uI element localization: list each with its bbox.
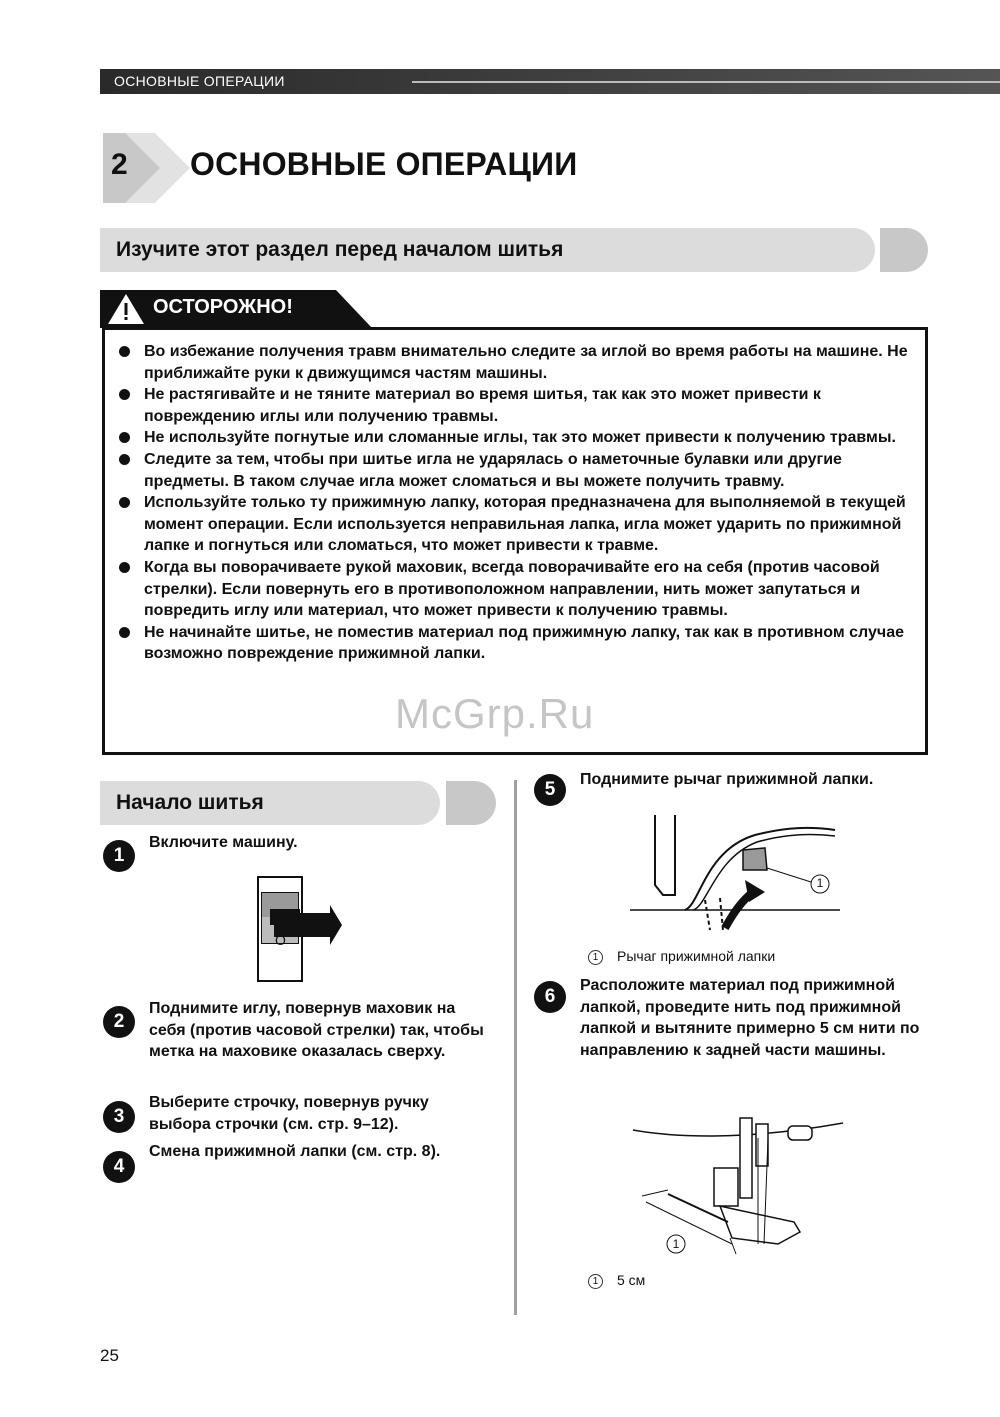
running-header — [100, 69, 1000, 94]
chapter-number: 2 — [111, 148, 128, 181]
thread-caption-text: 5 см — [617, 1272, 646, 1288]
caution-title: ОСТОРОЖНО! — [153, 296, 293, 318]
warning-triangle-icon — [108, 294, 144, 328]
lever-caption-text: Рычаг прижимной лапки — [617, 948, 776, 964]
column-divider — [514, 780, 517, 1315]
chapter-title: ОСНОВНЫЕ ОПЕРАЦИИ — [190, 146, 578, 182]
section-heading-bar — [100, 228, 875, 272]
step-text: Смена прижимной лапки (см. стр. 8). — [149, 1143, 441, 1160]
step-number-badge: 6 — [534, 981, 566, 1013]
power-switch-illustration — [240, 875, 350, 985]
lever-caption — [588, 948, 775, 965]
caution-item: Не начинайте шитье, не поместив материал под прижимную лапку, так как в противном случае возможно повреждение прижимной лапки. — [118, 622, 918, 665]
caution-item: Следите за тем, чтобы при шитье игла не ударялась о наметочные булавки или другие предметы. В таком случае игла может сломаться и вы можете получить травму. — [118, 449, 918, 492]
thread-caption — [588, 1272, 645, 1289]
step-number-badge: 1 — [103, 840, 135, 872]
switch-off-mark: O — [275, 932, 286, 948]
step-text: Расположите материал под прижимной лапкой, проведите нить под прижимной лапкой и вытяните примерно 5 см нити по направлению к задней части машины. — [580, 977, 920, 1059]
thread-under-foot-illustration — [628, 1098, 848, 1268]
step-text: Поднимите рычаг прижимной лапки. — [580, 771, 874, 788]
start-section-bar-end-cap — [446, 781, 496, 825]
presser-lever-illustration — [625, 810, 845, 940]
caution-list — [118, 341, 918, 665]
running-header-label: ОСНОВНЫЕ ОПЕРАЦИИ — [114, 73, 285, 89]
caution-item: Когда вы поворачиваете рукой маховик, всегда поворачивайте его на себя (против часовой стрелки). Если повернуть его в противоположном направлении, нить может запутаться и повредить иглу или материал, что может привести к получению травмы. — [118, 557, 918, 622]
page-number: 25 — [100, 1346, 119, 1365]
start-section-heading: Начало шитья — [116, 791, 264, 814]
step-text: Включите машину. — [149, 834, 298, 851]
watermark: McGrp.Ru — [395, 690, 595, 737]
section-bar-end-cap — [880, 228, 928, 272]
caption-callout-number: 1 — [588, 950, 603, 965]
section-heading: Изучите этот раздел перед началом шитья — [116, 238, 564, 261]
step-number-badge: 5 — [534, 774, 566, 806]
thread-callout-number: 1 — [672, 1237, 680, 1251]
running-header-rule — [412, 81, 1000, 83]
start-section-bar — [100, 781, 440, 825]
caption-callout-number: 1 — [588, 1274, 603, 1289]
step-text: Поднимите иглу, повернув маховик на себя (против часовой стрелки) так, чтобы метка на маховике оказалась сверху. — [149, 1000, 484, 1061]
lever-callout-number: 1 — [816, 876, 824, 890]
caution-item: Не растягивайте и не тяните материал во время шитья, так как это может привести к повреждению иглы или получению травмы. — [118, 384, 918, 427]
switch-on-mark: I — [269, 907, 273, 923]
caution-item: Используйте только ту прижимную лапку, которая предназначена для выполняемой в текущей момент операции. Если используется неправильная лапка, игла может ударить по прижимной лапке и погнуться или сломаться, что может привести к травме. — [118, 492, 918, 557]
caution-item: Во избежание получения травм внимательно следите за иглой во время работы на машине. Не приближайте руки к движущимся частям машины. — [118, 341, 918, 384]
step-number-badge: 3 — [103, 1101, 135, 1133]
caution-item: Не используйте погнутые или сломанные иглы, так это может привести к получению травмы. — [118, 427, 918, 449]
step-number-badge: 4 — [103, 1151, 135, 1183]
step-text: Выберите строчку, повернув ручку выбора строчки (см. стр. 9–12). — [149, 1094, 429, 1133]
step-number-badge: 2 — [103, 1006, 135, 1038]
